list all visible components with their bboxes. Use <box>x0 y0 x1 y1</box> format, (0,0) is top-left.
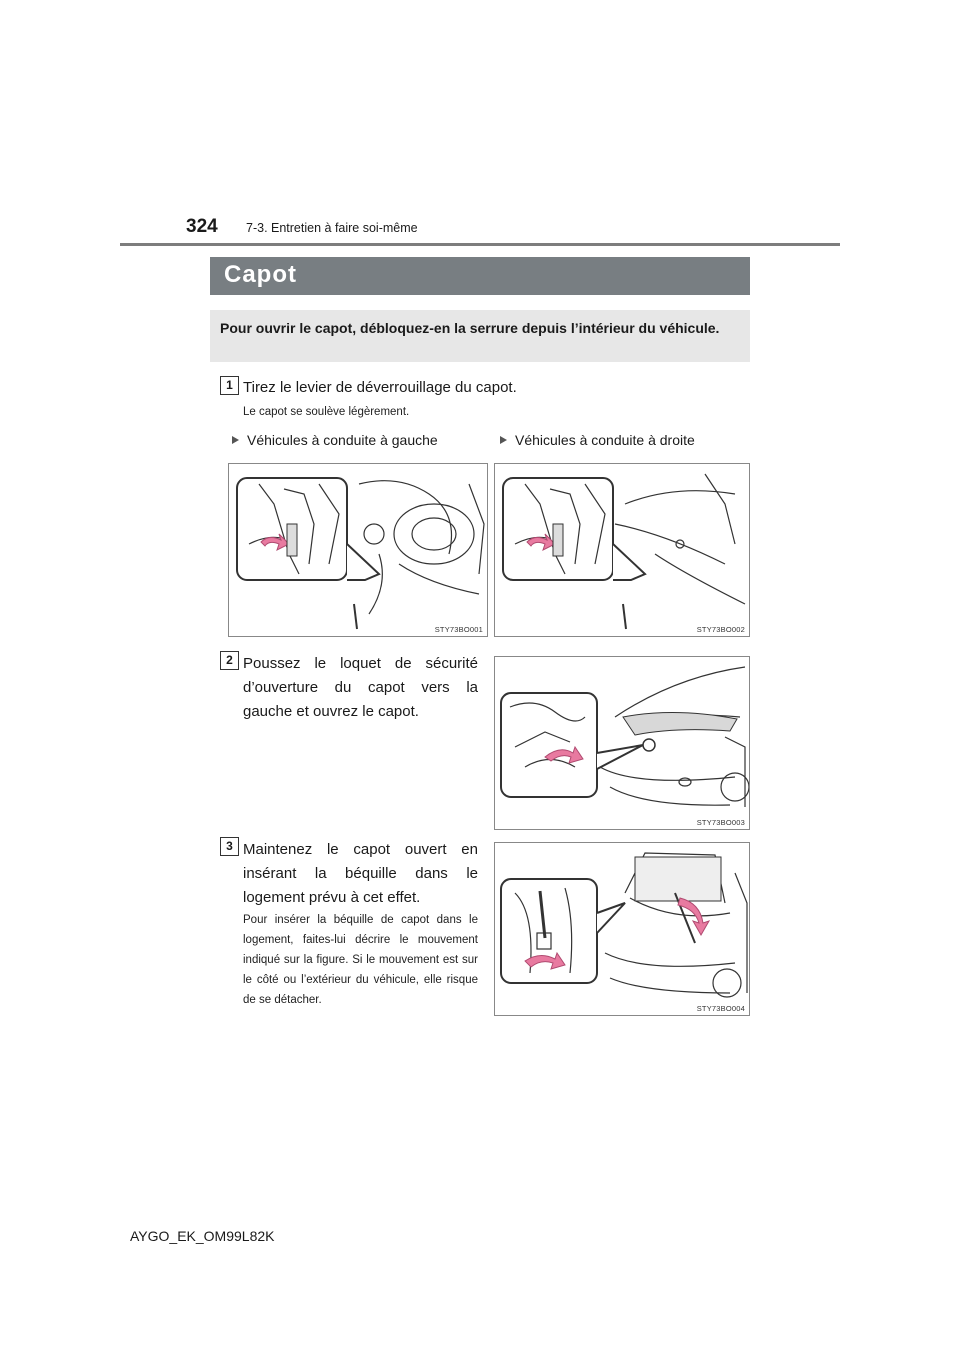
latch-locator-circle <box>643 739 655 751</box>
callout-pointer <box>597 903 625 933</box>
figure-rhd-hood-release <box>494 463 750 637</box>
triangle-bullet-icon <box>500 436 507 444</box>
intro-box: Pour ouvrir le capot, débloquez-en la serrure depuis l’intérieur du véhicule. <box>210 310 750 362</box>
release-lever <box>553 524 563 556</box>
step-2-text: Poussez le loquet de sécurité d’ouverture du capot vers la gauche et ouvrez le capot. <box>243 655 478 720</box>
figure-lhd-hood-release <box>228 463 488 637</box>
callout-pointer <box>347 544 379 580</box>
open-hood-panel <box>635 857 721 901</box>
car-front-latch-illustration <box>495 657 750 830</box>
figure-code: STY73BO002 <box>696 625 745 634</box>
step-badge-2: 2 <box>220 651 239 670</box>
rod-motion-arrow-icon <box>678 898 709 935</box>
page-number: 324 <box>186 216 218 237</box>
figure-safety-latch <box>494 656 750 830</box>
step-1-text: Tirez le levier de déverrouillage du capot. <box>243 379 517 396</box>
figure-hood-support-rod <box>494 842 750 1016</box>
triangle-bullet-icon <box>232 436 239 444</box>
dashboard-lhd-illustration <box>229 464 488 637</box>
step-badge-3: 3 <box>220 837 239 856</box>
release-lever <box>287 524 297 556</box>
callout-pointer <box>613 544 645 580</box>
figure-code: STY73BO004 <box>696 1004 745 1013</box>
variant-right-label <box>500 432 695 448</box>
footer-doc-id: AYGO_EK_OM99L82K <box>130 1228 275 1244</box>
variant-left-label <box>232 432 438 448</box>
section-title: 7-3. Entretien à faire soi-même <box>246 221 418 235</box>
callout-frame <box>501 879 597 983</box>
figure-code: STY73BO001 <box>434 625 483 634</box>
car-open-hood-illustration <box>495 843 750 1016</box>
step-badge-1: 1 <box>220 376 239 395</box>
figure-code: STY73BO003 <box>696 818 745 827</box>
header-rule <box>120 243 840 246</box>
step-3-text: Maintenez le capot ouvert en insérant la béquille dans le logement prévu à cet effet. <box>243 841 478 906</box>
variant-right-text: Véhicules à conduite à droite <box>515 432 695 448</box>
step-1-note: Le capot se soulève légèrement. <box>243 406 410 418</box>
dashboard-rhd-illustration <box>495 464 750 637</box>
page-title: Capot <box>210 257 750 295</box>
variant-left-text: Véhicules à conduite à gauche <box>247 432 438 448</box>
hood-opening <box>623 712 737 735</box>
step-3-note: Pour insérer la béquille de capot dans le logement, faites-lui décrire le mouvement indiqué sur la figure. Si le mouvement est sur le côté ou l’extérieur du véhicule, elle risque de se détacher. <box>243 914 478 1006</box>
callout-pointer <box>597 745 643 769</box>
